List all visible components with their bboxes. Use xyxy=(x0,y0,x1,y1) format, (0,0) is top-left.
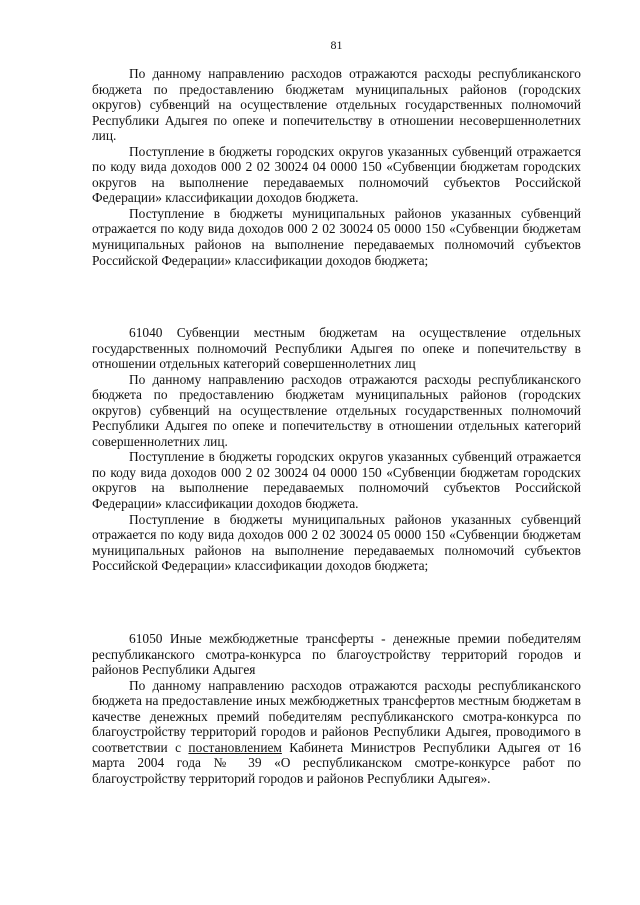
paragraph: По данному направлению расходов отражаются расходы республиканского бюджета по предоставлению бюджетам муниципальных районов (городских округов) субвенций на осуществление отдельных государственных полномочий Республики Адыгея по опеке и попечительству в отношении несовершеннолетних лиц. xyxy=(92,66,581,144)
paragraph: По данному направлению расходов отражаются расходы республиканского бюджета по предоставлению бюджетам муниципальных районов (городских округов) субвенций на осуществление отдельных государственных полномочий Республики Адыгея по опеке и попечительству в отношении отдельных категорий совершеннолетних лиц. xyxy=(92,371,581,449)
paragraph: Поступление в бюджеты муниципальных районов указанных субвенций отражается по коду вида доходов 000 2 02 30024 05 0000 150 «Субвенции бюджетам муниципальных районов на выполнение передаваемых полномочий субъектов Российской Федерации» классификации доходов бюджета; xyxy=(92,205,581,268)
paragraph: Поступление в бюджеты городских округов указанных субвенций отражается по коду вида доходов 000 2 02 30024 04 0000 150 «Субвенции бюджетам городских округов на выполнение передаваемых полномочий субъектов Российской Федерации» классификации доходов бюджета. xyxy=(92,143,581,206)
section-heading: 61050 Иные межбюджетные трансферты - денежные премии победителям республиканского смотра-конкурса по благоустройству территорий городов и районов Республики Адыгея xyxy=(92,631,581,678)
paragraph-text-before-link: По данному направлению расходов отражаются расходы республиканского бюджета на предоставление иных межбюджетных трансфертов местным бюджетам в качестве денежных премий победителям республиканского смотра-конкурса по благоустройству территорий городов и районов Республики Адыгея, проводимого в соответствии с xyxy=(92,677,581,755)
section-heading: 61040 Субвенции местным бюджетам на осуществление отдельных государственных полномочий Республики Адыгея по опеке и попечительству в отношении отдельных категорий совершеннолетних лиц xyxy=(92,325,581,372)
decree-link[interactable]: постановлением xyxy=(188,739,282,755)
paragraph: Поступление в бюджеты муниципальных районов указанных субвенций отражается по коду вида доходов 000 2 02 30024 05 0000 150 «Субвенции бюджетам муниципальных районов на выполнение передаваемых полномочий субъектов Российской Федерации» классификации доходов бюджета; xyxy=(92,511,581,574)
paragraph: Поступление в бюджеты городских округов указанных субвенций отражается по коду вида доходов 000 2 02 30024 04 0000 150 «Субвенции бюджетам городских округов на выполнение передаваемых полномочий субъектов Российской Федерации» классификации доходов бюджета. xyxy=(92,449,581,512)
paragraph-text-after-link: Кабинета Министров Республики Адыгея от 16 марта 2004 года № 39 «О республиканском смотре-конкурсе работ по благоустройству территорий городов и районов Республики Адыгея». xyxy=(92,739,581,786)
paragraph xyxy=(92,678,581,787)
section-opeka-minors xyxy=(92,66,581,268)
section-61040 xyxy=(92,325,581,574)
section-61050 xyxy=(92,631,581,786)
page-number: 81 xyxy=(330,38,343,52)
